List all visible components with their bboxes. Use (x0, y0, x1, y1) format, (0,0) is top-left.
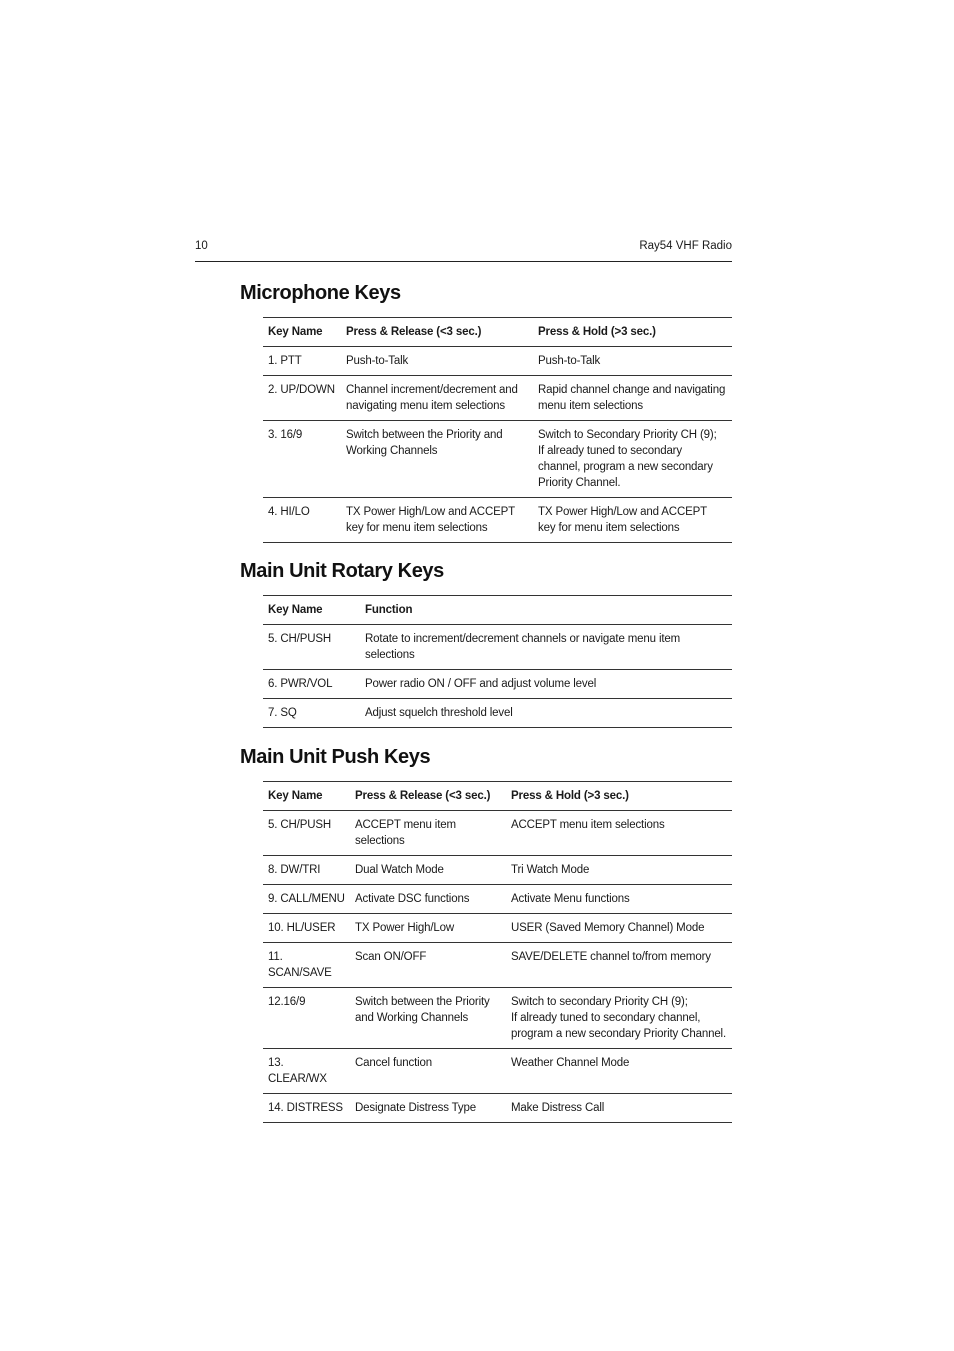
press-hold-cell: ACCEPT menu item selections (506, 811, 732, 856)
press-hold-cell: Push-to-Talk (533, 347, 732, 376)
key-name-cell: 5. CH/PUSH (263, 811, 350, 856)
key-name-cell: 10. HL/USER (263, 914, 350, 943)
column-header: Key Name (263, 782, 350, 811)
column-header: Key Name (263, 596, 360, 625)
press-release-cell: Switch between the Priority and Working Channels (350, 988, 506, 1049)
key-name-cell: 2. UP/DOWN (263, 376, 341, 421)
key-name-cell: 1. PTT (263, 347, 341, 376)
microphone-keys-heading: Microphone Keys (240, 282, 401, 304)
column-header: Key Name (263, 318, 341, 347)
table-row (263, 421, 732, 498)
rotary-keys-heading: Main Unit Rotary Keys (240, 560, 444, 582)
column-header: Press & Release (<3 sec.) (350, 782, 506, 811)
press-release-cell: TX Power High/Low and ACCEPT key for menu item selections (341, 498, 533, 543)
press-hold-cell: Tri Watch Mode (506, 856, 732, 885)
key-name-cell: 9. CALL/MENU (263, 885, 350, 914)
table-header-row (263, 782, 732, 811)
table-row (263, 1049, 732, 1094)
table-row (263, 988, 732, 1049)
column-header: Press & Hold (>3 sec.) (506, 782, 732, 811)
table-row (263, 347, 732, 376)
rotary-keys-table (263, 595, 732, 728)
press-release-cell: TX Power High/Low (350, 914, 506, 943)
table-row (263, 811, 732, 856)
key-name-cell: 12.16/9 (263, 988, 350, 1049)
key-name-cell: 14. DISTRESS (263, 1094, 350, 1123)
table-row (263, 670, 732, 699)
table-header-row (263, 318, 732, 347)
function-cell: Power radio ON / OFF and adjust volume level (360, 670, 732, 699)
table-row (263, 856, 732, 885)
key-name-cell: 5. CH/PUSH (263, 625, 360, 670)
page-number: 10 (195, 240, 208, 252)
press-hold-cell: Weather Channel Mode (506, 1049, 732, 1094)
key-name-cell: 3. 16/9 (263, 421, 341, 498)
running-title: Ray54 VHF Radio (639, 240, 732, 252)
press-hold-cell: USER (Saved Memory Channel) Mode (506, 914, 732, 943)
table-row (263, 376, 732, 421)
key-name-cell: 11. SCAN/SAVE (263, 943, 350, 988)
press-release-cell: Dual Watch Mode (350, 856, 506, 885)
key-name-cell: 4. HI/LO (263, 498, 341, 543)
press-release-cell: Cancel function (350, 1049, 506, 1094)
push-keys-heading: Main Unit Push Keys (240, 746, 431, 768)
column-header: Press & Release (<3 sec.) (341, 318, 533, 347)
press-hold-cell: SAVE/DELETE channel to/from memory (506, 943, 732, 988)
column-header: Function (360, 596, 732, 625)
press-release-cell: Designate Distress Type (350, 1094, 506, 1123)
column-header: Press & Hold (>3 sec.) (533, 318, 732, 347)
table-row (263, 1094, 732, 1123)
press-release-cell: Push-to-Talk (341, 347, 533, 376)
key-name-cell: 13. CLEAR/WX (263, 1049, 350, 1094)
press-hold-cell: Switch to Secondary Priority CH (9); If already tuned to secondary channel, program a new secondary Priority Channel. (533, 421, 732, 498)
press-release-cell: Channel increment/decrement and navigating menu item selections (341, 376, 533, 421)
press-hold-cell: Switch to secondary Priority CH (9); If already tuned to secondary channel, program a new secondary Priority Channel. (506, 988, 732, 1049)
microphone-keys-table (263, 317, 732, 543)
table-row (263, 914, 732, 943)
table-row (263, 498, 732, 543)
table-header-row (263, 596, 732, 625)
press-hold-cell: TX Power High/Low and ACCEPT key for menu item selections (533, 498, 732, 543)
press-hold-cell: Make Distress Call (506, 1094, 732, 1123)
table-row (263, 885, 732, 914)
key-name-cell: 6. PWR/VOL (263, 670, 360, 699)
table-row (263, 943, 732, 988)
press-release-cell: Activate DSC functions (350, 885, 506, 914)
press-hold-cell: Activate Menu functions (506, 885, 732, 914)
press-release-cell: Switch between the Priority and Working Channels (341, 421, 533, 498)
table-row (263, 699, 732, 728)
key-name-cell: 8. DW/TRI (263, 856, 350, 885)
press-release-cell: ACCEPT menu item selections (350, 811, 506, 856)
function-cell: Adjust squelch threshold level (360, 699, 732, 728)
page-header (195, 237, 732, 262)
table-row (263, 625, 732, 670)
press-hold-cell: Rapid channel change and navigating menu item selections (533, 376, 732, 421)
press-release-cell: Scan ON/OFF (350, 943, 506, 988)
key-name-cell: 7. SQ (263, 699, 360, 728)
push-keys-table (263, 781, 732, 1123)
function-cell: Rotate to increment/decrement channels or navigate menu item selections (360, 625, 732, 670)
